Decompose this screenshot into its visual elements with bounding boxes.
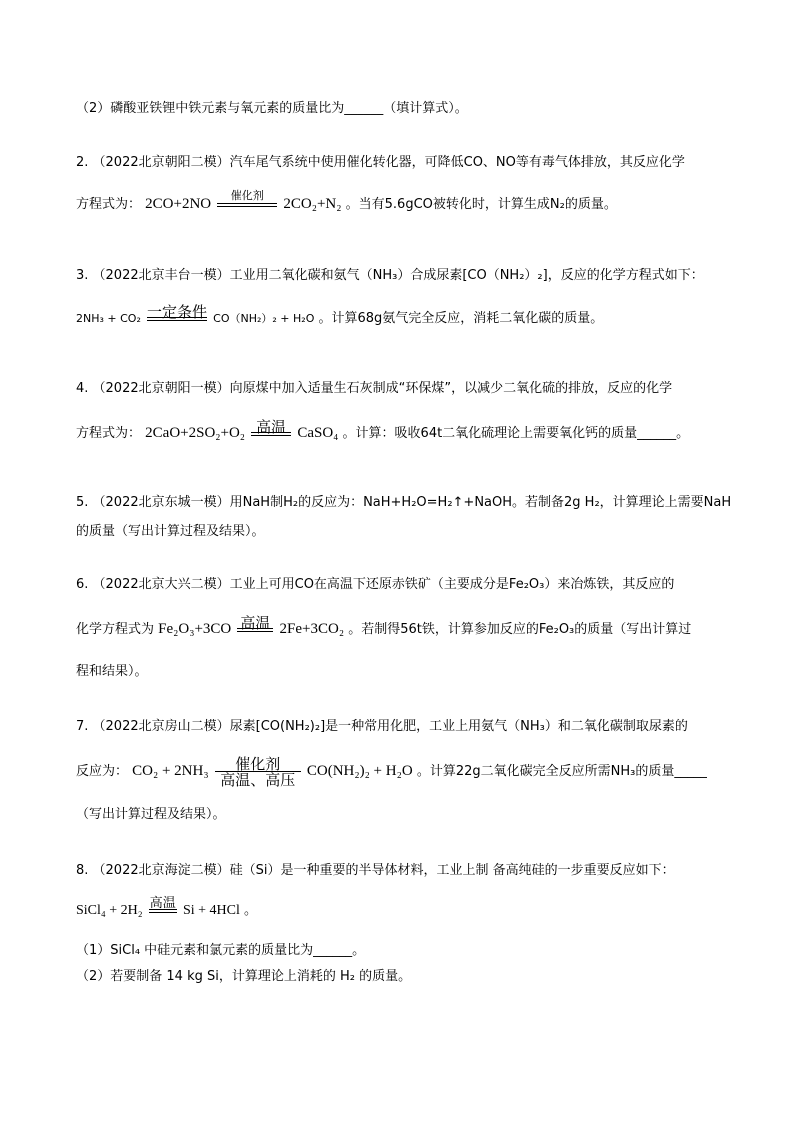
q6-equation-line [76,614,692,639]
q7-equation-suffix: 。计算22g二氧化碳完全反应所需NH₃的质量_____ [416,764,707,779]
q8-equation-line [76,896,258,920]
q6-reaction-condition [237,614,273,639]
q4-equation-prefix: 方程式为： [76,426,142,441]
q6-equation-lhs: Fe₂O₃+3CO [158,621,232,637]
q6-stem-cont: 程和结果）。 [76,664,148,679]
q6-stem: 6. （2022北京大兴二模）工业上可用CO在高温下还原赤铁矿（主要成分是Fe₂O₃）来冶炼铁，其反应的 [76,577,675,592]
q8-part1: （1）SiCl₄ 中硅元素和氯元素的质量比为______。 [76,943,366,958]
q4-condition-label: 高温 [256,418,287,436]
q4-equation-lhs: 2CaO+2SO₂+O₂ [145,425,246,441]
q2-condition-label: 催化剂 [230,189,264,202]
q8-equation-rhs: Si + 4HCl [182,903,240,918]
q7-equation-prefix: 反应为： [76,764,129,779]
q4-equation-rhs: CaSO₄ [297,425,339,441]
q6-equation-rhs: 2Fe+3CO₂ [279,621,345,637]
q3-condition-label: 一定条件 [147,303,208,321]
q7-condition-bottom: 高温、高压 [220,771,296,789]
q2-equation-prefix: 方程式为： [76,197,142,212]
q8-condition-label: 高温 [149,896,176,911]
q8-equation-suffix: 。 [244,903,258,918]
q3-equation-line [76,303,604,328]
q6-equation-suffix: 。若制得56t铁，计算参加反应的Fe₂O₃的质量（写出计算过 [348,622,692,637]
q7-condition-top: 催化剂 [235,755,281,773]
q4-equation-line [76,418,690,443]
q4-equation-suffix: 。计算：吸收64t二氧化硫理论上需要氧化钙的质量______。 [342,426,690,441]
q2-equation-suffix: 。当有5.6gCO被转化时，计算生成N₂的质量。 [345,197,617,212]
q2-stem: 2. （2022北京朝阳二模）汽车尾气系统中使用催化转化器，可降低CO、NO等有毒气体排放，其反应化学 [76,155,685,170]
q8-part2: （2）若要制备 14 kg Si，计算理论上消耗的 H₂ 的质量。 [76,969,412,984]
q2-equation-line [76,189,617,214]
q2-reaction-condition [217,189,277,214]
q2-equation-lhs: 2CO+2NO [145,196,212,212]
q5-stem-cont: 的质量（写出计算过程及结果）。 [76,524,265,539]
q1-part2-text: （2）磷酸亚铁锂中铁元素与氧元素的质量比为______（填计算式）。 [76,101,468,116]
q8-stem: 8. （2022北京海淀二模）硅（Si）是一种重要的半导体材料，工业上制 备高纯硅的一步重要反应如下： [76,863,675,878]
q7-stem-cont: （写出计算过程及结果）。 [76,807,226,822]
q3-equation-suffix: 。计算68g氨气完全反应，消耗二氧化碳的质量。 [318,311,604,326]
q4-reaction-condition [251,418,291,443]
q3-stem: 3. （2022北京丰台一模）工业用二氧化碳和氨气（NH₃）合成尿素[CO（NH₂）₂]，反应的化学方程式如下： [76,268,704,283]
q8-equation-lhs: SiCl₄ + 2H₂ [76,903,143,918]
q7-reaction-condition [215,755,301,789]
q6-condition-label: 高温 [240,614,271,632]
q7-equation-lhs: CO₂ + 2NH₃ [132,763,209,779]
q3-equation-lhs: 2NH₃ + CO₂ [76,312,141,325]
q7-equation-line [76,755,707,789]
q6-equation-prefix: 化学方程式为 [76,622,155,637]
q4-stem: 4. （2022北京朝阳一模）向原煤中加入适量生石灰制成“环保煤”，以减少二氧化硫的排放，反应的化学 [76,381,673,396]
q3-equation-rhs: CO（NH₂）₂ + H₂O [213,312,315,325]
q3-reaction-condition [147,303,208,328]
q7-equation-rhs: CO(NH₂)₂ + H₂O [306,763,413,779]
q8-reaction-condition [149,896,177,920]
q7-stem: 7. （2022北京房山二模）尿素[CO(NH₂)₂]是一种常用化肥，工业上用氨气（NH₃）和二氧化碳制取尿素的 [76,719,688,734]
q2-equation-rhs: 2CO₂+N₂ [283,196,342,212]
q5-stem: 5. （2022北京东城一模）用NaH制H₂的反应为：NaH+H₂O=H₂↑+NaOH。若制备2g H₂，计算理论上需要NaH [76,495,732,510]
